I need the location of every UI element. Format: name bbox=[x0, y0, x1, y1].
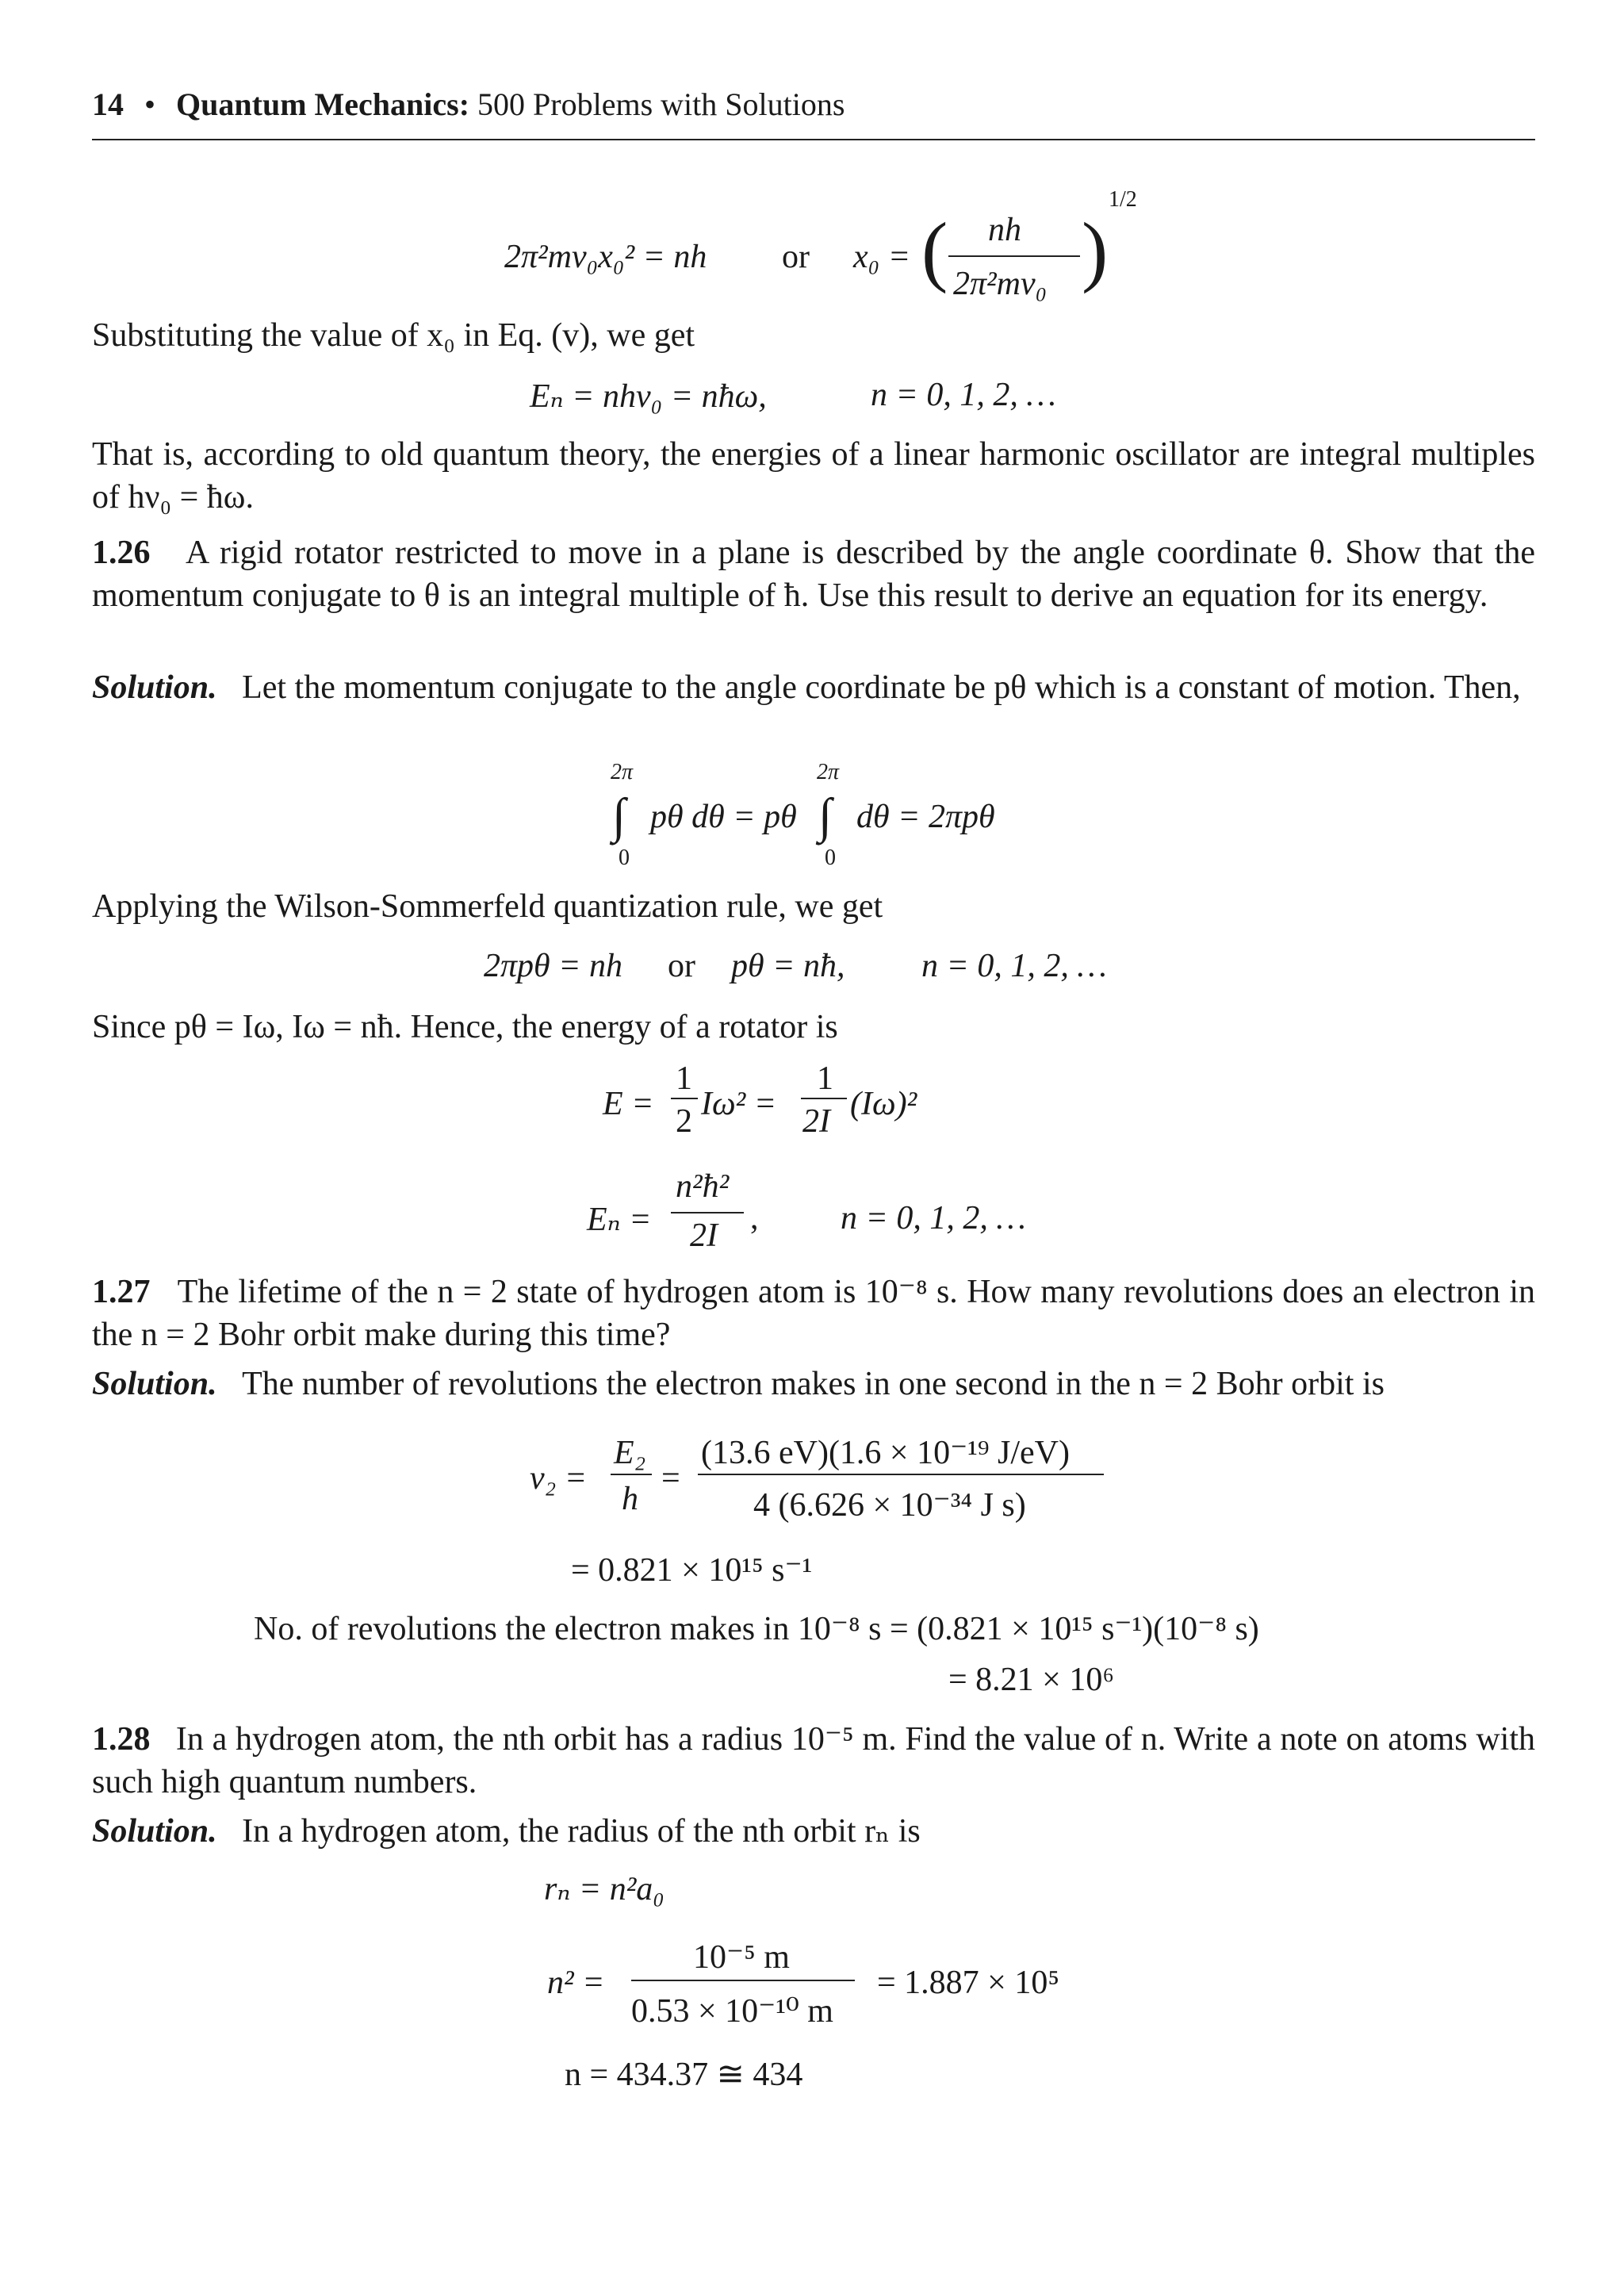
page-number: 14 bbox=[92, 86, 124, 122]
left-paren: ( bbox=[921, 206, 948, 294]
problem-number: 1.28 bbox=[92, 1721, 151, 1758]
energy-frac2-num: 1 bbox=[817, 1060, 833, 1097]
solution-1-28 bbox=[92, 1810, 1535, 1853]
integral-lower-1: 0 bbox=[619, 845, 630, 870]
solution-label: Solution. bbox=[92, 1813, 217, 1850]
n2-numerator: 10⁻⁵ m bbox=[693, 1939, 790, 1976]
equation-b3-b: pθ = nħ, bbox=[731, 948, 845, 984]
equation-b3-range: n = 0, 1, 2, … bbox=[921, 948, 1107, 984]
n2-lhs: n² = bbox=[547, 1965, 605, 2001]
right-paren: ) bbox=[1082, 206, 1109, 294]
solution-text: In a hydrogen atom, the radius of the nth orbit rₙ is bbox=[242, 1813, 921, 1850]
solution-label: Solution. bbox=[92, 669, 217, 706]
nu2-h: h bbox=[622, 1481, 638, 1517]
problem-1-28 bbox=[92, 1718, 1535, 1804]
en-lhs: Eₙ = bbox=[587, 1202, 652, 1238]
fraction-bar bbox=[671, 1212, 744, 1213]
problem-1-26 bbox=[92, 531, 1535, 617]
fraction-bar bbox=[611, 1474, 652, 1475]
text-wilson-sommerfeld: Applying the Wilson-Sommerfeld quantization rule, we get bbox=[92, 888, 883, 925]
fraction-bar bbox=[671, 1098, 698, 1099]
n2-denominator: 0.53 × 10⁻¹⁰ m bbox=[631, 1993, 833, 2030]
equation-b3-or: or bbox=[668, 948, 695, 984]
fraction-bar bbox=[631, 1980, 855, 1981]
energy-mid: Iω² = bbox=[701, 1086, 777, 1122]
energy-tail: (Iω)² bbox=[850, 1086, 917, 1122]
nu2-lhs: ν₂ = bbox=[530, 1460, 588, 1497]
solution-1-26 bbox=[92, 666, 1535, 709]
revolutions-line-2: = 8.21 × 10⁶ bbox=[948, 1662, 1115, 1698]
equation-b3: 2πpθ = nh bbox=[484, 948, 623, 984]
text-since: Since pθ = Iω, Iω = nħ. Hence, the energy of a rotator is bbox=[92, 1009, 838, 1045]
problem-1-27 bbox=[92, 1271, 1535, 1356]
header-bullet: • bbox=[144, 86, 156, 122]
nu2-denominator: 4 (6.626 × 10⁻³⁴ J s) bbox=[753, 1487, 1026, 1524]
nu2-e2: E₂ bbox=[614, 1435, 646, 1471]
problem-text: The lifetime of the n = 2 state of hydrogen atom is 10⁻⁸ s. How many revolutions does an electron in the n = 2 Bohr orbit make during this time? bbox=[92, 1274, 1536, 1353]
book-subtitle: 500 Problems with Solutions bbox=[469, 86, 845, 122]
en-num: n²ħ² bbox=[676, 1168, 730, 1205]
en-range: n = 0, 1, 2, … bbox=[841, 1200, 1026, 1236]
text-substituting: Substituting the value of x₀ in Eq. (v), we get bbox=[92, 317, 695, 354]
equation-b1-or: or bbox=[782, 239, 810, 275]
energy-frac1-den: 2 bbox=[676, 1103, 692, 1140]
energy-frac2-den: 2I bbox=[802, 1103, 830, 1140]
equation-b1-denominator: 2π²mν₀ bbox=[953, 266, 1048, 302]
solution-label: Solution. bbox=[92, 1366, 217, 1402]
problem-text: In a hydrogen atom, the nth orbit has a radius 10⁻⁵ m. Find the value of n. Write a note on atoms with such high quantum numbers. bbox=[92, 1721, 1536, 1800]
solution-text: The number of revolutions the electron makes in one second in the n = 2 Bohr orbit is bbox=[242, 1366, 1385, 1402]
nu2-result: = 0.821 × 10¹⁵ s⁻¹ bbox=[571, 1552, 813, 1589]
rn-equation: rₙ = n²a₀ bbox=[544, 1871, 665, 1907]
integral-expr-a: pθ dθ = pθ bbox=[650, 799, 797, 835]
n-value: n = 434.37 ≅ 434 bbox=[565, 2057, 803, 2093]
n2-result: = 1.887 × 10⁵ bbox=[877, 1965, 1060, 2001]
nu2-eq: = bbox=[661, 1460, 680, 1497]
equation-b1-numerator: nh bbox=[988, 212, 1021, 248]
fraction-bar bbox=[801, 1098, 847, 1099]
running-header bbox=[92, 86, 845, 123]
en-comma: , bbox=[750, 1200, 759, 1236]
equation-b1-exponent: 1/2 bbox=[1109, 187, 1137, 212]
en-den: 2I bbox=[690, 1217, 718, 1254]
header-rule bbox=[92, 139, 1535, 140]
integral-sign-1: ∫ bbox=[612, 789, 626, 843]
energy-frac1-num: 1 bbox=[676, 1060, 692, 1097]
solution-1-27 bbox=[92, 1363, 1535, 1405]
fraction-bar bbox=[948, 255, 1080, 257]
text-old-quantum-theory: That is, according to old quantum theory, the energies of a linear harmonic oscillator are integral multiples of hν₀ = ħω. bbox=[92, 436, 1535, 516]
problem-number: 1.26 bbox=[92, 535, 151, 571]
energy-lhs: E = bbox=[603, 1086, 654, 1122]
integral-upper-1: 2π bbox=[611, 760, 634, 784]
integral-upper-2: 2π bbox=[817, 760, 840, 784]
book-title: Quantum Mechanics: bbox=[176, 86, 470, 122]
fraction-bar bbox=[698, 1474, 1104, 1475]
equation-b2: Eₙ = nhν₀ = nħω, bbox=[530, 378, 767, 415]
integral-lower-2: 0 bbox=[825, 845, 836, 870]
equation-b2-range: n = 0, 1, 2, … bbox=[871, 377, 1056, 413]
integral-expr-b: dθ = 2πpθ bbox=[856, 799, 995, 835]
equation-b1: 2π²mν₀x₀² = nh bbox=[504, 239, 707, 275]
equation-b1-x0: x₀ = bbox=[853, 239, 911, 275]
problem-number: 1.27 bbox=[92, 1274, 151, 1310]
integral-sign-2: ∫ bbox=[818, 789, 832, 843]
nu2-numerator: (13.6 eV)(1.6 × 10⁻¹⁹ J/eV) bbox=[701, 1435, 1070, 1471]
problem-text: A rigid rotator restricted to move in a plane is described by the angle coordinate θ. Show that the momentum conjugate to θ is an integral multiple of ħ. Use this result to derive an equation for its energy. bbox=[92, 535, 1535, 614]
solution-text: Let the momentum conjugate to the angle coordinate be pθ which is a constant of motion. Then, bbox=[242, 669, 1521, 706]
revolutions-line-1: No. of revolutions the electron makes in 10⁻⁸ s = (0.821 × 10¹⁵ s⁻¹)(10⁻⁸ s) bbox=[254, 1611, 1259, 1647]
